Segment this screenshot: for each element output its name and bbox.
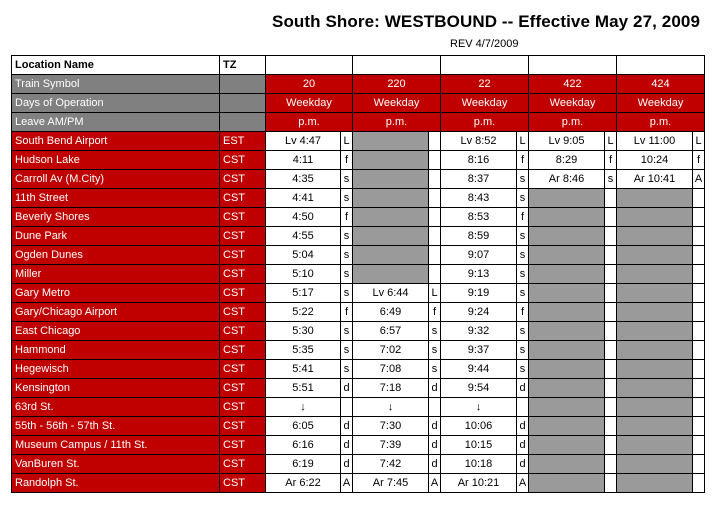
stop-flag: d — [429, 436, 441, 455]
header-row-value: p.m. — [617, 113, 705, 132]
station-timezone: CST — [220, 189, 266, 208]
no-service-cell — [529, 360, 605, 379]
stop-flag: s — [429, 341, 441, 360]
departure-time: 4:50 — [266, 208, 341, 227]
departure-time: Lv 9:05 — [529, 132, 605, 151]
header-row-value: p.m. — [441, 113, 529, 132]
departure-time: Ar 7:45 — [353, 474, 429, 493]
departure-time: 9:19 — [441, 284, 517, 303]
no-service-cell — [529, 436, 605, 455]
no-service-flag — [605, 246, 617, 265]
departure-time: 6:05 — [266, 417, 341, 436]
stop-flag: s — [341, 360, 353, 379]
station-name: Hudson Lake — [11, 151, 220, 170]
departure-time: 6:49 — [353, 303, 429, 322]
departure-time: 8:16 — [441, 151, 517, 170]
no-service-cell — [353, 132, 429, 151]
stop-flag: s — [517, 284, 529, 303]
departure-time: 5:04 — [266, 246, 341, 265]
stop-flag: s — [517, 360, 529, 379]
header-row-value: 220 — [353, 75, 441, 94]
departure-time: Lv 11:00 — [617, 132, 693, 151]
no-service-flag — [605, 208, 617, 227]
departure-time: 8:37 — [441, 170, 517, 189]
departure-time: ↓ — [441, 398, 517, 417]
departure-time: ↓ — [266, 398, 341, 417]
stop-flag — [429, 398, 441, 417]
header-row-label: Train Symbol — [11, 75, 220, 94]
station-name: Miller — [11, 265, 220, 284]
departure-time: Ar 10:21 — [441, 474, 517, 493]
stop-flag: s — [517, 322, 529, 341]
departure-time: 5:35 — [266, 341, 341, 360]
no-service-cell — [617, 398, 693, 417]
station-row — [11, 341, 705, 360]
station-row — [11, 379, 705, 398]
stop-flag: s — [341, 189, 353, 208]
no-service-cell — [617, 208, 693, 227]
stop-flag: f — [341, 208, 353, 227]
no-service-flag — [605, 284, 617, 303]
no-service-cell — [617, 360, 693, 379]
no-service-cell — [617, 227, 693, 246]
station-timezone: CST — [220, 284, 266, 303]
station-timezone: CST — [220, 322, 266, 341]
no-service-flag — [693, 455, 705, 474]
departure-time: 8:53 — [441, 208, 517, 227]
station-row — [11, 265, 705, 284]
no-service-flag — [693, 303, 705, 322]
page-title: South Shore: WESTBOUND -- Effective May 27, 2009 — [272, 12, 700, 31]
stop-flag: s — [429, 360, 441, 379]
train-header-blank — [266, 55, 353, 75]
no-service-cell — [529, 303, 605, 322]
no-service-flag — [605, 474, 617, 493]
header-row-value: Weekday — [441, 94, 529, 113]
departure-time: 5:30 — [266, 322, 341, 341]
stop-flag: s — [341, 170, 353, 189]
station-timezone: EST — [220, 132, 266, 151]
stop-flag: f — [429, 303, 441, 322]
train-header-blank — [617, 55, 705, 75]
stop-flag: s — [517, 246, 529, 265]
stop-flag: s — [429, 322, 441, 341]
station-timezone: CST — [220, 379, 266, 398]
stop-flag: L — [341, 132, 353, 151]
no-service-flag — [693, 436, 705, 455]
stop-flag: s — [517, 227, 529, 246]
departure-time: 6:19 — [266, 455, 341, 474]
station-name: 55th - 56th - 57th St. — [11, 417, 220, 436]
station-name: Beverly Shores — [11, 208, 220, 227]
no-service-cell — [529, 417, 605, 436]
station-name: 11th Street — [11, 189, 220, 208]
station-row — [11, 303, 705, 322]
departure-time: 7:39 — [353, 436, 429, 455]
stop-flag: s — [341, 265, 353, 284]
no-service-flag — [429, 170, 441, 189]
departure-time: 9:32 — [441, 322, 517, 341]
stop-flag — [341, 398, 353, 417]
stop-flag: d — [517, 455, 529, 474]
no-service-cell — [529, 227, 605, 246]
stop-flag: s — [517, 189, 529, 208]
no-service-flag — [693, 322, 705, 341]
stop-flag: s — [341, 341, 353, 360]
departure-time: 9:13 — [441, 265, 517, 284]
departure-time: 7:02 — [353, 341, 429, 360]
stop-flag: d — [341, 436, 353, 455]
departure-time: 8:29 — [529, 151, 605, 170]
stop-flag: d — [429, 417, 441, 436]
header-row-value: 20 — [266, 75, 353, 94]
station-name: Hammond — [11, 341, 220, 360]
no-service-cell — [353, 208, 429, 227]
header-row-value: Weekday — [353, 94, 441, 113]
departure-time: 5:10 — [266, 265, 341, 284]
station-row — [11, 322, 705, 341]
departure-time: 5:17 — [266, 284, 341, 303]
departure-time: Lv 4:47 — [266, 132, 341, 151]
departure-time: 5:22 — [266, 303, 341, 322]
no-service-cell — [617, 474, 693, 493]
no-service-flag — [693, 208, 705, 227]
station-name: East Chicago — [11, 322, 220, 341]
stop-flag: f — [517, 303, 529, 322]
no-service-cell — [617, 379, 693, 398]
departure-time: Lv 8:52 — [441, 132, 517, 151]
no-service-cell — [617, 322, 693, 341]
station-name: 63rd St. — [11, 398, 220, 417]
stop-flag: f — [517, 151, 529, 170]
station-row — [11, 284, 705, 303]
station-row — [11, 246, 705, 265]
station-row — [11, 455, 705, 474]
tz-header: TZ — [220, 55, 266, 75]
header-row-label: Leave AM/PM — [11, 113, 220, 132]
station-timezone: CST — [220, 227, 266, 246]
header-row-value: Weekday — [529, 94, 617, 113]
departure-time: 8:59 — [441, 227, 517, 246]
header-row — [11, 94, 705, 113]
station-name: Ogden Dunes — [11, 246, 220, 265]
stop-flag: A — [693, 170, 705, 189]
no-service-flag — [605, 398, 617, 417]
no-service-cell — [353, 246, 429, 265]
no-service-cell — [529, 379, 605, 398]
header-row-value: p.m. — [529, 113, 617, 132]
no-service-flag — [429, 265, 441, 284]
no-service-cell — [529, 246, 605, 265]
departure-time: ↓ — [353, 398, 429, 417]
stop-flag: s — [341, 227, 353, 246]
no-service-cell — [353, 227, 429, 246]
header-row-value: p.m. — [353, 113, 441, 132]
no-service-cell — [529, 322, 605, 341]
departure-time: 10:18 — [441, 455, 517, 474]
stop-flag: s — [605, 170, 617, 189]
no-service-cell — [529, 341, 605, 360]
station-timezone: CST — [220, 303, 266, 322]
header-row-label: Days of Operation — [11, 94, 220, 113]
station-timezone: CST — [220, 341, 266, 360]
header-row — [11, 113, 705, 132]
stop-flag: s — [517, 341, 529, 360]
station-timezone: CST — [220, 455, 266, 474]
stop-flag: f — [341, 303, 353, 322]
departure-time: 6:57 — [353, 322, 429, 341]
station-name: Museum Campus / 11th St. — [11, 436, 220, 455]
station-row — [11, 474, 705, 493]
station-timezone: CST — [220, 436, 266, 455]
stop-flag: A — [517, 474, 529, 493]
stop-flag: A — [341, 474, 353, 493]
station-row — [11, 398, 705, 417]
header-row-value: Weekday — [266, 94, 353, 113]
departure-time: 10:24 — [617, 151, 693, 170]
no-service-flag — [693, 379, 705, 398]
station-timezone: CST — [220, 398, 266, 417]
departure-time: 7:18 — [353, 379, 429, 398]
stop-flag: L — [517, 132, 529, 151]
stop-flag: f — [605, 151, 617, 170]
no-service-flag — [693, 398, 705, 417]
station-row — [11, 208, 705, 227]
timetable — [11, 55, 705, 493]
departure-time: 9:24 — [441, 303, 517, 322]
no-service-flag — [605, 303, 617, 322]
stop-flag: s — [341, 284, 353, 303]
departure-time: 4:11 — [266, 151, 341, 170]
no-service-cell — [353, 189, 429, 208]
departure-time: 5:41 — [266, 360, 341, 379]
station-timezone: CST — [220, 246, 266, 265]
no-service-flag — [693, 284, 705, 303]
stop-flag — [517, 398, 529, 417]
departure-time: 4:55 — [266, 227, 341, 246]
no-service-flag — [605, 189, 617, 208]
no-service-cell — [617, 455, 693, 474]
no-service-cell — [617, 265, 693, 284]
departure-time: 10:06 — [441, 417, 517, 436]
no-service-flag — [605, 455, 617, 474]
no-service-flag — [693, 265, 705, 284]
no-service-cell — [529, 474, 605, 493]
header-row-value: 22 — [441, 75, 529, 94]
header-row — [11, 75, 705, 94]
station-name: Hegewisch — [11, 360, 220, 379]
no-service-cell — [617, 436, 693, 455]
station-timezone: CST — [220, 265, 266, 284]
no-service-flag — [693, 341, 705, 360]
stop-flag: f — [517, 208, 529, 227]
no-service-flag — [693, 417, 705, 436]
no-service-cell — [353, 170, 429, 189]
station-name: Carroll Av (M.City) — [11, 170, 220, 189]
location-name-header: Location Name — [11, 55, 220, 75]
stop-flag: d — [517, 417, 529, 436]
stop-flag: s — [517, 170, 529, 189]
stop-flag: d — [341, 379, 353, 398]
header-row-value: p.m. — [266, 113, 353, 132]
no-service-cell — [617, 341, 693, 360]
no-service-cell — [529, 398, 605, 417]
stop-flag: L — [693, 132, 705, 151]
departure-time: 9:44 — [441, 360, 517, 379]
no-service-cell — [353, 265, 429, 284]
departure-time: 5:51 — [266, 379, 341, 398]
no-service-flag — [693, 227, 705, 246]
no-service-flag — [605, 227, 617, 246]
no-service-cell — [617, 189, 693, 208]
stop-flag: s — [341, 246, 353, 265]
no-service-flag — [693, 474, 705, 493]
no-service-flag — [605, 341, 617, 360]
no-service-flag — [605, 436, 617, 455]
stop-flag: s — [517, 265, 529, 284]
departure-time: 10:15 — [441, 436, 517, 455]
station-row — [11, 132, 705, 151]
departure-time: Ar 10:41 — [617, 170, 693, 189]
station-row — [11, 151, 705, 170]
no-service-cell — [617, 303, 693, 322]
station-name: Dune Park — [11, 227, 220, 246]
stop-flag: d — [429, 455, 441, 474]
no-service-cell — [353, 151, 429, 170]
station-timezone: CST — [220, 474, 266, 493]
no-service-cell — [617, 246, 693, 265]
train-header-blank — [353, 55, 441, 75]
no-service-flag — [605, 360, 617, 379]
station-name: Gary Metro — [11, 284, 220, 303]
stop-flag: d — [517, 436, 529, 455]
station-name: South Bend Airport — [11, 132, 220, 151]
no-service-flag — [605, 379, 617, 398]
departure-time: Lv 6:44 — [353, 284, 429, 303]
departure-time: 4:35 — [266, 170, 341, 189]
departure-time: Ar 6:22 — [266, 474, 341, 493]
stop-flag: f — [341, 151, 353, 170]
stop-flag: d — [341, 455, 353, 474]
station-name: VanBuren St. — [11, 455, 220, 474]
train-header-blank — [529, 55, 617, 75]
no-service-cell — [529, 284, 605, 303]
station-timezone: CST — [220, 151, 266, 170]
stop-flag: d — [429, 379, 441, 398]
station-row — [11, 189, 705, 208]
revision-date: REV 4/7/2009 — [450, 38, 519, 50]
departure-time: 8:43 — [441, 189, 517, 208]
station-timezone: CST — [220, 208, 266, 227]
train-header-blank — [441, 55, 529, 75]
no-service-cell — [529, 455, 605, 474]
no-service-flag — [429, 189, 441, 208]
station-row — [11, 417, 705, 436]
station-name: Randolph St. — [11, 474, 220, 493]
station-row — [11, 436, 705, 455]
station-row — [11, 170, 705, 189]
no-service-cell — [617, 284, 693, 303]
no-service-cell — [529, 208, 605, 227]
stop-flag: s — [341, 322, 353, 341]
no-service-cell — [529, 265, 605, 284]
column-header-row — [11, 55, 705, 75]
departure-time: 6:16 — [266, 436, 341, 455]
no-service-flag — [605, 417, 617, 436]
station-timezone: CST — [220, 360, 266, 379]
departure-time: 9:37 — [441, 341, 517, 360]
stop-flag: A — [429, 474, 441, 493]
no-service-flag — [693, 360, 705, 379]
station-timezone: CST — [220, 417, 266, 436]
stop-flag: d — [341, 417, 353, 436]
departure-time: Ar 8:46 — [529, 170, 605, 189]
station-row — [11, 360, 705, 379]
departure-time: 7:42 — [353, 455, 429, 474]
header-row-tz-blank — [220, 94, 266, 113]
no-service-flag — [605, 265, 617, 284]
no-service-cell — [617, 417, 693, 436]
no-service-flag — [605, 322, 617, 341]
header-row-tz-blank — [220, 75, 266, 94]
no-service-flag — [429, 208, 441, 227]
departure-time: 7:08 — [353, 360, 429, 379]
no-service-flag — [429, 151, 441, 170]
stop-flag: d — [517, 379, 529, 398]
stop-flag: L — [429, 284, 441, 303]
departure-time: 7:30 — [353, 417, 429, 436]
station-row — [11, 227, 705, 246]
stop-flag: f — [693, 151, 705, 170]
no-service-flag — [429, 227, 441, 246]
no-service-flag — [693, 246, 705, 265]
no-service-flag — [429, 246, 441, 265]
departure-time: 4:41 — [266, 189, 341, 208]
station-name: Gary/Chicago Airport — [11, 303, 220, 322]
station-timezone: CST — [220, 170, 266, 189]
no-service-flag — [429, 132, 441, 151]
no-service-flag — [693, 189, 705, 208]
stop-flag: L — [605, 132, 617, 151]
header-row-value: 422 — [529, 75, 617, 94]
departure-time: 9:07 — [441, 246, 517, 265]
header-row-tz-blank — [220, 113, 266, 132]
station-name: Kensington — [11, 379, 220, 398]
header-row-value: 424 — [617, 75, 705, 94]
header-row-value: Weekday — [617, 94, 705, 113]
departure-time: 9:54 — [441, 379, 517, 398]
no-service-cell — [529, 189, 605, 208]
